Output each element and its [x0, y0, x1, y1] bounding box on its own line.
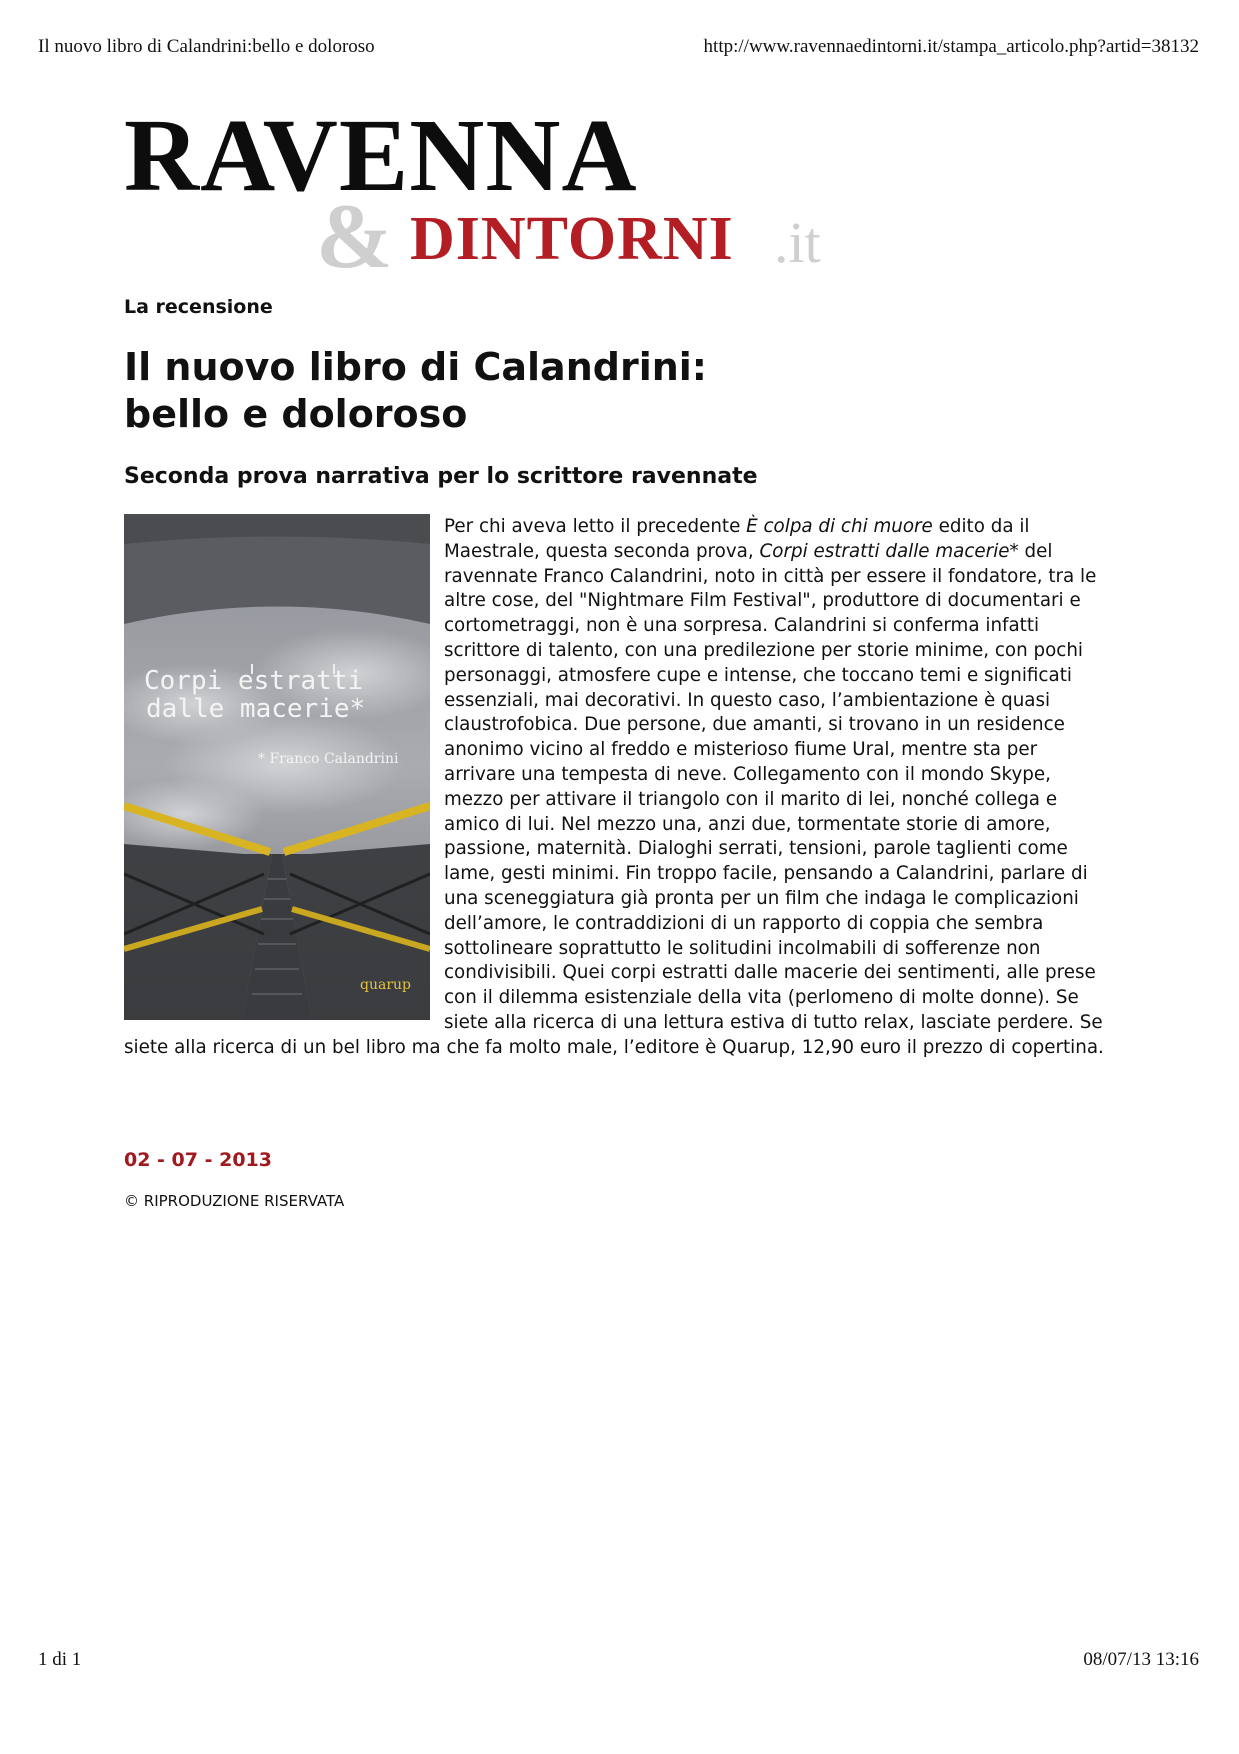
print-header-url: http://www.ravennaedintorni.it/stampa_articolo.php?artid=38132: [703, 36, 1199, 57]
article-title: [124, 344, 1024, 438]
copyright-notice: © RIPRODUZIONE RISERVATA: [124, 1192, 345, 1210]
article-text-part-1: Per chi aveva letto il precedente: [444, 516, 747, 537]
print-header: [38, 36, 1199, 58]
print-footer: [38, 1649, 1199, 1671]
cover-title-line-2: dalle macerie*: [146, 694, 366, 724]
article-body: [124, 514, 1109, 1061]
print-timestamp: 08/07/13 13:16: [1083, 1649, 1199, 1670]
article-text-part-3: del ravennate Franco Calandrini, noto in città per essere il fondatore, tra le altre cose, del "Nightmare Film Festival", produttore di documentari e cortometraggi, non è una sorpresa. Calandrini si conferma infatti scrittore di talento, con una predilezione per storie minime, con pochi personaggi, atmosfere cupe e intense, che toccano temi e significati essenziali, mai decorativi. In questo caso, l’ambientazione è quasi claustrofobica. Due persone, due amanti, si trovano in un residence anonimo vicino al freddo e misterioso fiume Ural, mentre sta per arrivare una tempesta di neve. Collegamento con il mondo Skype, mezzo per attivare il triangolo con il marito di lei, nonché collega e amico di lui. Nel mezzo una, anzi due, tormentate storie di amore, passione, maternità. Dialoghi serrati, tensioni, parole taglienti come lame, gesti minimi. Fin troppo facile, pensando a Calandrini, parlare di una sceneggiatura già pronta per un film che indaga le complicazioni dell’amore, le contraddizioni di un rapporto di coppia che sembra sottolineare soprattutto le solitudini incolmabili di sofferenze non condivisibili. Quei corpi estratti dalle macerie dei sentimenti, alle prese con il dilemma esistenziale della vita (perlomeno di molte donne). Se siete alla ricerca di una lettura estiva di tutto relax, lasciate perdere. Se siete alla ricerca di un bel libro ma che fa molto male, l’editore è Quarup, 12,90 euro il prezzo di copertina.: [124, 540, 1104, 1058]
book-cover-image: [124, 514, 430, 1020]
article-title-line-2: bello e doloroso: [124, 392, 468, 436]
site-logo[interactable]: [124, 98, 864, 287]
print-header-title: Il nuovo libro di Calandrini:bello e doloroso: [38, 36, 375, 57]
article-title-line-1: Il nuovo libro di Calandrini:: [124, 345, 707, 389]
section-label: La recensione: [124, 296, 273, 318]
cover-author: * Franco Calandrini: [258, 751, 399, 767]
reviewed-book-title: Corpi estratti dalle macerie*: [759, 540, 1019, 562]
book-cover-illustration: [124, 514, 430, 1020]
logo-ampersand: &: [316, 185, 393, 287]
page-count: 1 di 1: [38, 1649, 82, 1670]
publication-date: 02 - 07 - 2013: [124, 1149, 272, 1171]
logo-sub-text: DINTORNI: [410, 205, 734, 273]
logo-tld-text: .it: [774, 210, 821, 275]
article-subtitle: Seconda prova narrativa per lo scrittore ravennate: [124, 464, 758, 489]
cover-title-line-1: Corpi estratti: [144, 666, 364, 696]
logo-main-text: RAVENNA: [124, 98, 638, 213]
article-text-part-2: edito da il Maestrale, questa seconda prova,: [444, 516, 1030, 562]
previous-book-title: È colpa di chi muore: [746, 516, 933, 537]
cover-publisher: quarup: [360, 977, 411, 993]
